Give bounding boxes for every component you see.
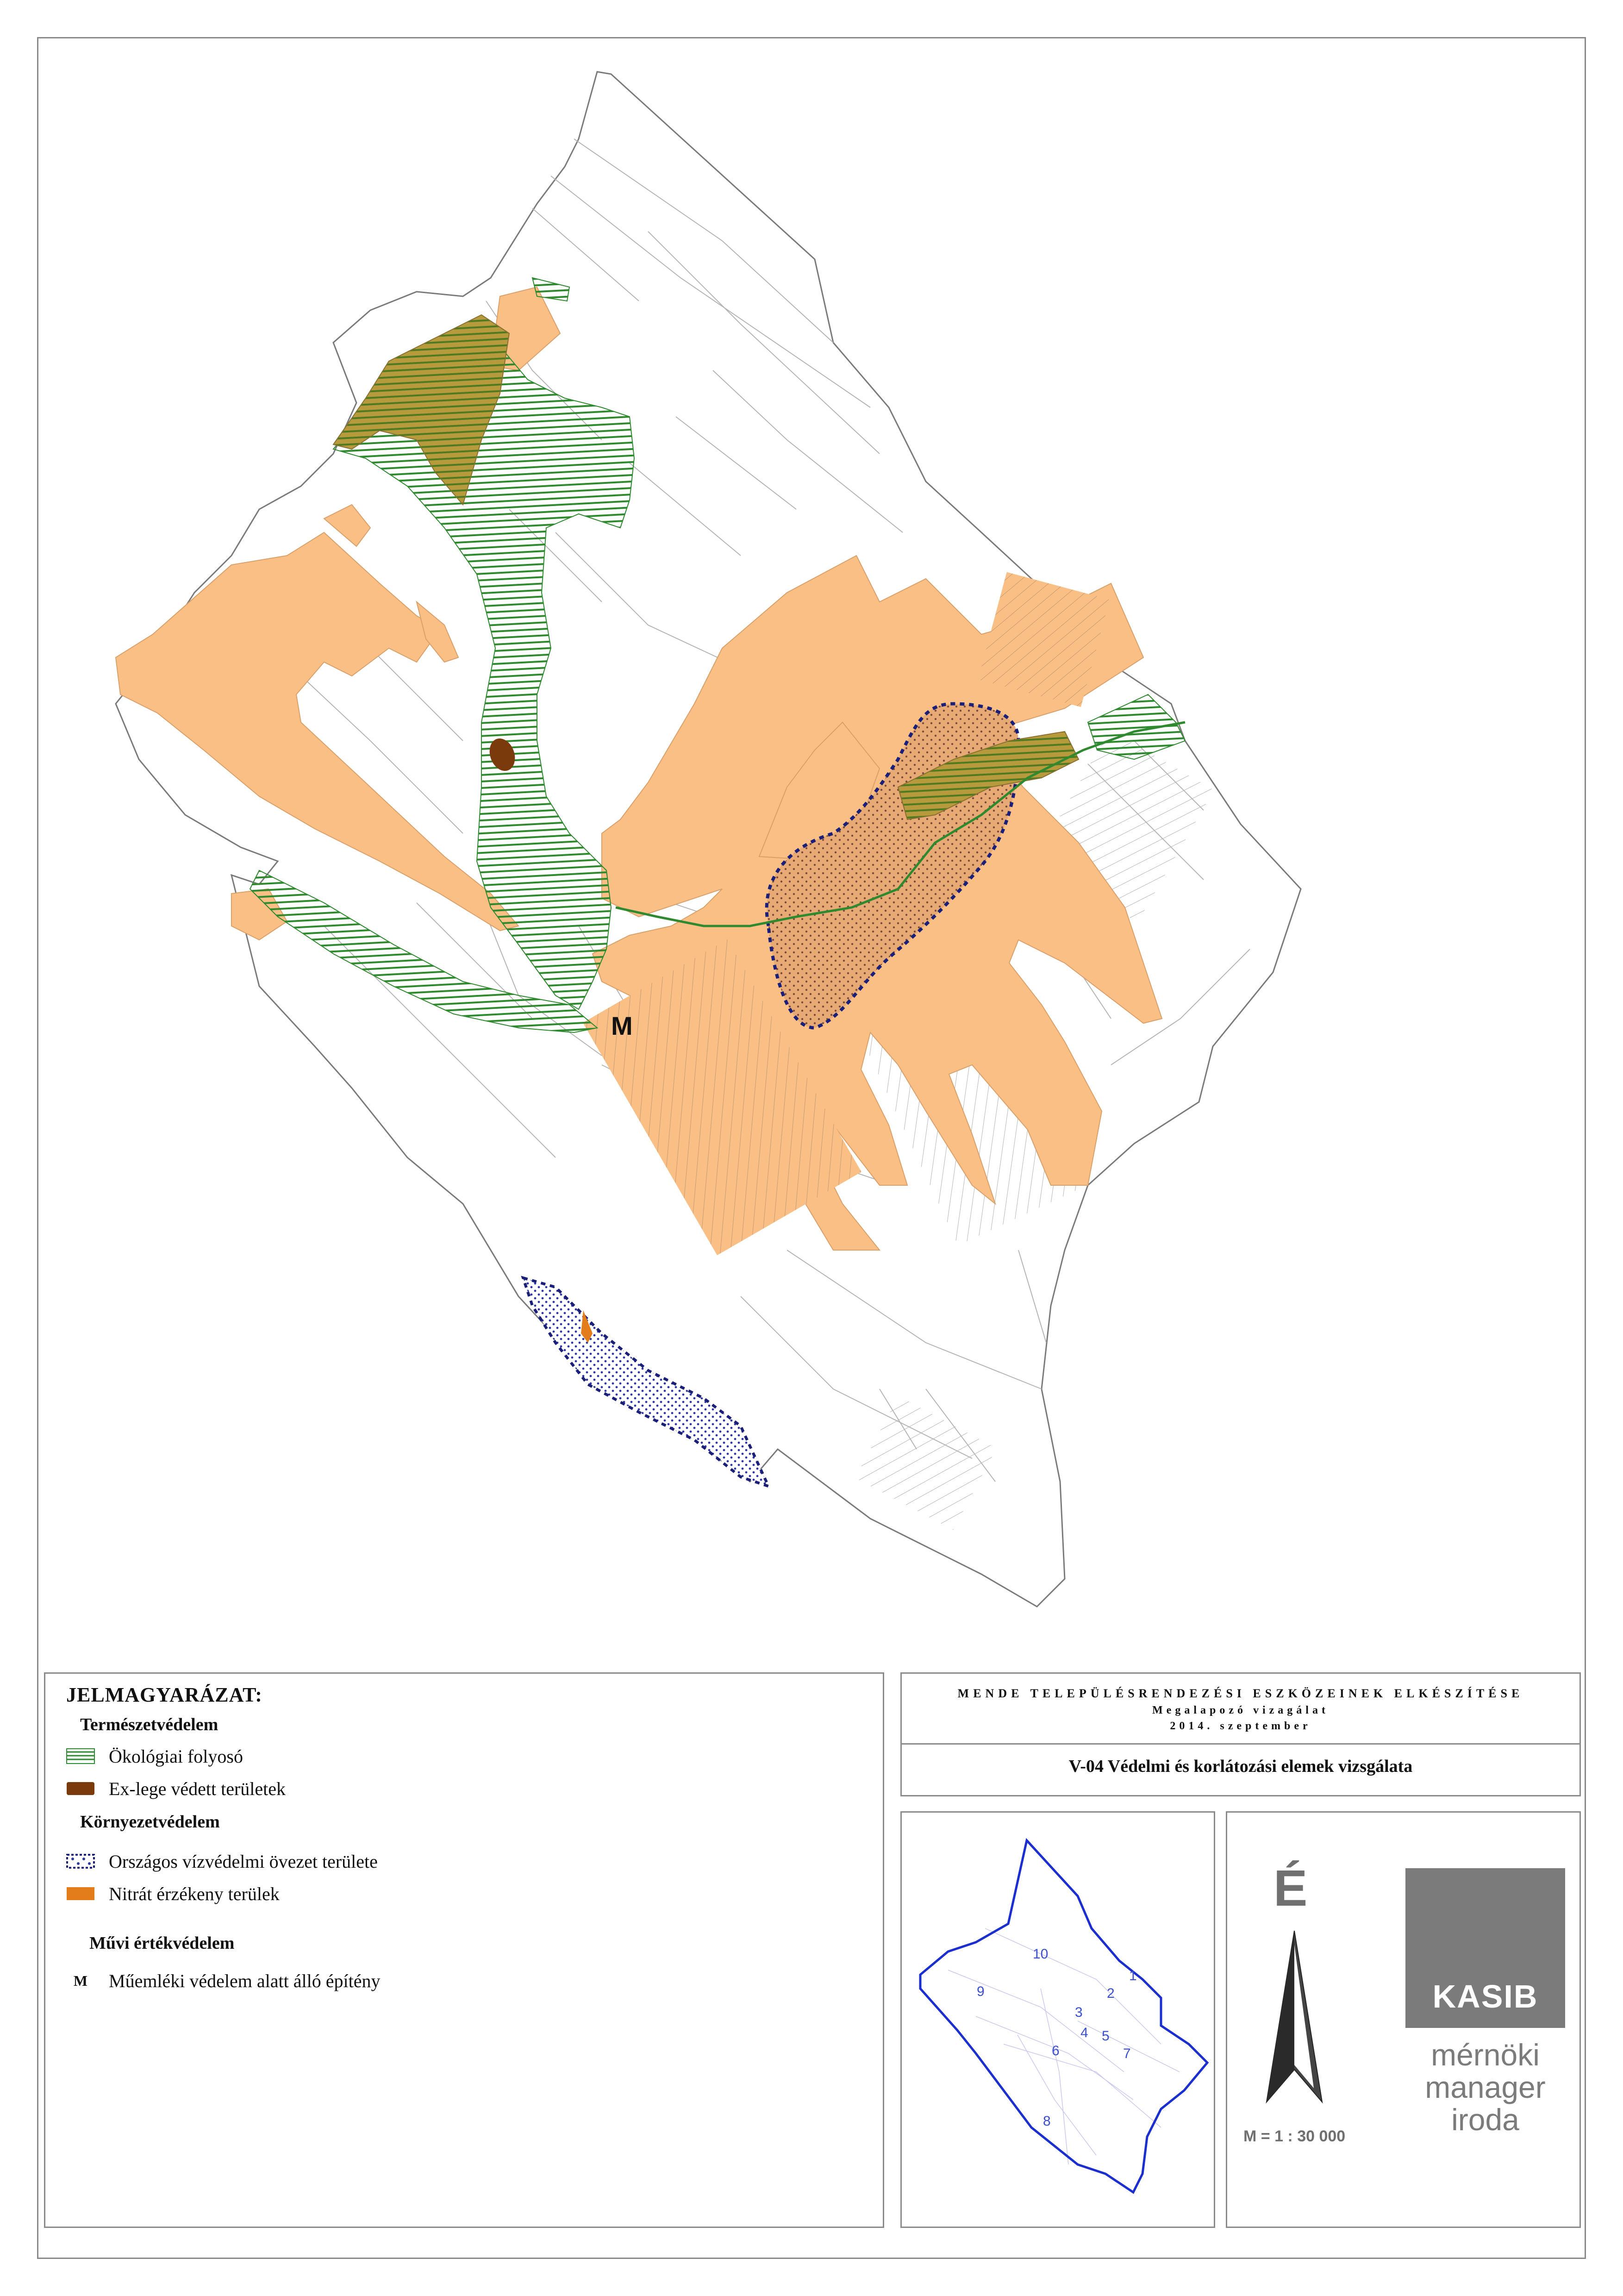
inset-map <box>902 1813 1214 2227</box>
logo-line-1: mérnöki <box>1431 2038 1540 2072</box>
map-canvas <box>38 38 1585 1613</box>
inset-zone-1: 1 <box>1129 1968 1137 1983</box>
logo-line-3: iroda <box>1451 2102 1519 2137</box>
legend-panel <box>44 1672 884 2228</box>
inset-zone-8: 8 <box>1043 2114 1051 2129</box>
blue-dotted-swatch <box>66 1853 95 1869</box>
legend-label: Műemléki védelem alatt álló építény <box>109 1970 381 1991</box>
legend-label: Nitrát érzékeny terülek <box>109 1883 280 1904</box>
inset-boundary <box>920 1840 1207 2192</box>
inset-zone-4: 4 <box>1080 2025 1088 2040</box>
title-divider <box>902 1743 1579 1745</box>
inset-zone-5: 5 <box>1102 2028 1110 2044</box>
title-block <box>900 1672 1581 1796</box>
sheet-title: V-04 Védelmi és korlátozási elemek vizsgálata <box>1068 1757 1413 1776</box>
legend-heading-built-heritage: Művi értékvédelem <box>89 1933 235 1953</box>
green-hatch-swatch <box>66 1748 95 1764</box>
legend-label: Ex-lege védett területek <box>109 1778 286 1799</box>
legend-item-ex-lege <box>66 1778 286 1799</box>
legend-item-water-protection <box>66 1851 378 1872</box>
project-subtitle: Megalapozó vizagálat <box>1152 1704 1329 1716</box>
inset-parcel-lines <box>948 1928 1180 2165</box>
legend-label: Ökológiai folyosó <box>109 1745 243 1767</box>
legend-heading-nature: Természetvédelem <box>80 1715 218 1734</box>
north-arrow-icon <box>1262 1931 1327 2107</box>
kasib-logo <box>1405 1868 1565 2028</box>
inset-map-panel <box>900 1811 1215 2228</box>
project-date: 2014. szeptember <box>1170 1720 1311 1732</box>
north-letter: É <box>1273 1860 1308 1917</box>
orange-swatch <box>66 1886 95 1902</box>
legend-item-ecological-corridor <box>66 1745 243 1767</box>
inset-zone-6: 6 <box>1052 2043 1060 2058</box>
scale-label: M = 1 : 30 000 <box>1243 2127 1346 2145</box>
north-and-logo-panel <box>1226 1811 1581 2228</box>
legend-heading-environment: Környezetvédelem <box>80 1812 220 1832</box>
inset-zone-7: 7 <box>1123 2046 1131 2061</box>
legend-title: JELMAGYARÁZAT: <box>66 1683 262 1706</box>
main-map <box>38 38 1585 1613</box>
monument-marker: M <box>611 1011 633 1040</box>
inset-zone-2: 2 <box>1107 1986 1115 2001</box>
inset-zone-3: 3 <box>1075 2005 1083 2020</box>
inset-zone-10: 10 <box>1033 1946 1049 1962</box>
inset-zone-labels <box>977 1946 1137 2129</box>
legend-item-monument <box>66 1970 380 1991</box>
logo-line-2: manager <box>1425 2070 1546 2104</box>
brown-swatch <box>66 1781 95 1796</box>
legend-item-nitrate <box>66 1883 280 1904</box>
inset-zone-9: 9 <box>977 1984 985 1999</box>
kasib-logo-text: KASIB <box>1432 1978 1538 2014</box>
monument-symbol: M <box>73 1972 88 1989</box>
project-title: MENDE TELEPÜLÉSRENDEZÉSI ESZKÖZEINEK ELKÉSZÍTÉSE <box>957 1687 1524 1700</box>
legend-label: Országos vízvédelmi övezet területe <box>109 1851 378 1872</box>
